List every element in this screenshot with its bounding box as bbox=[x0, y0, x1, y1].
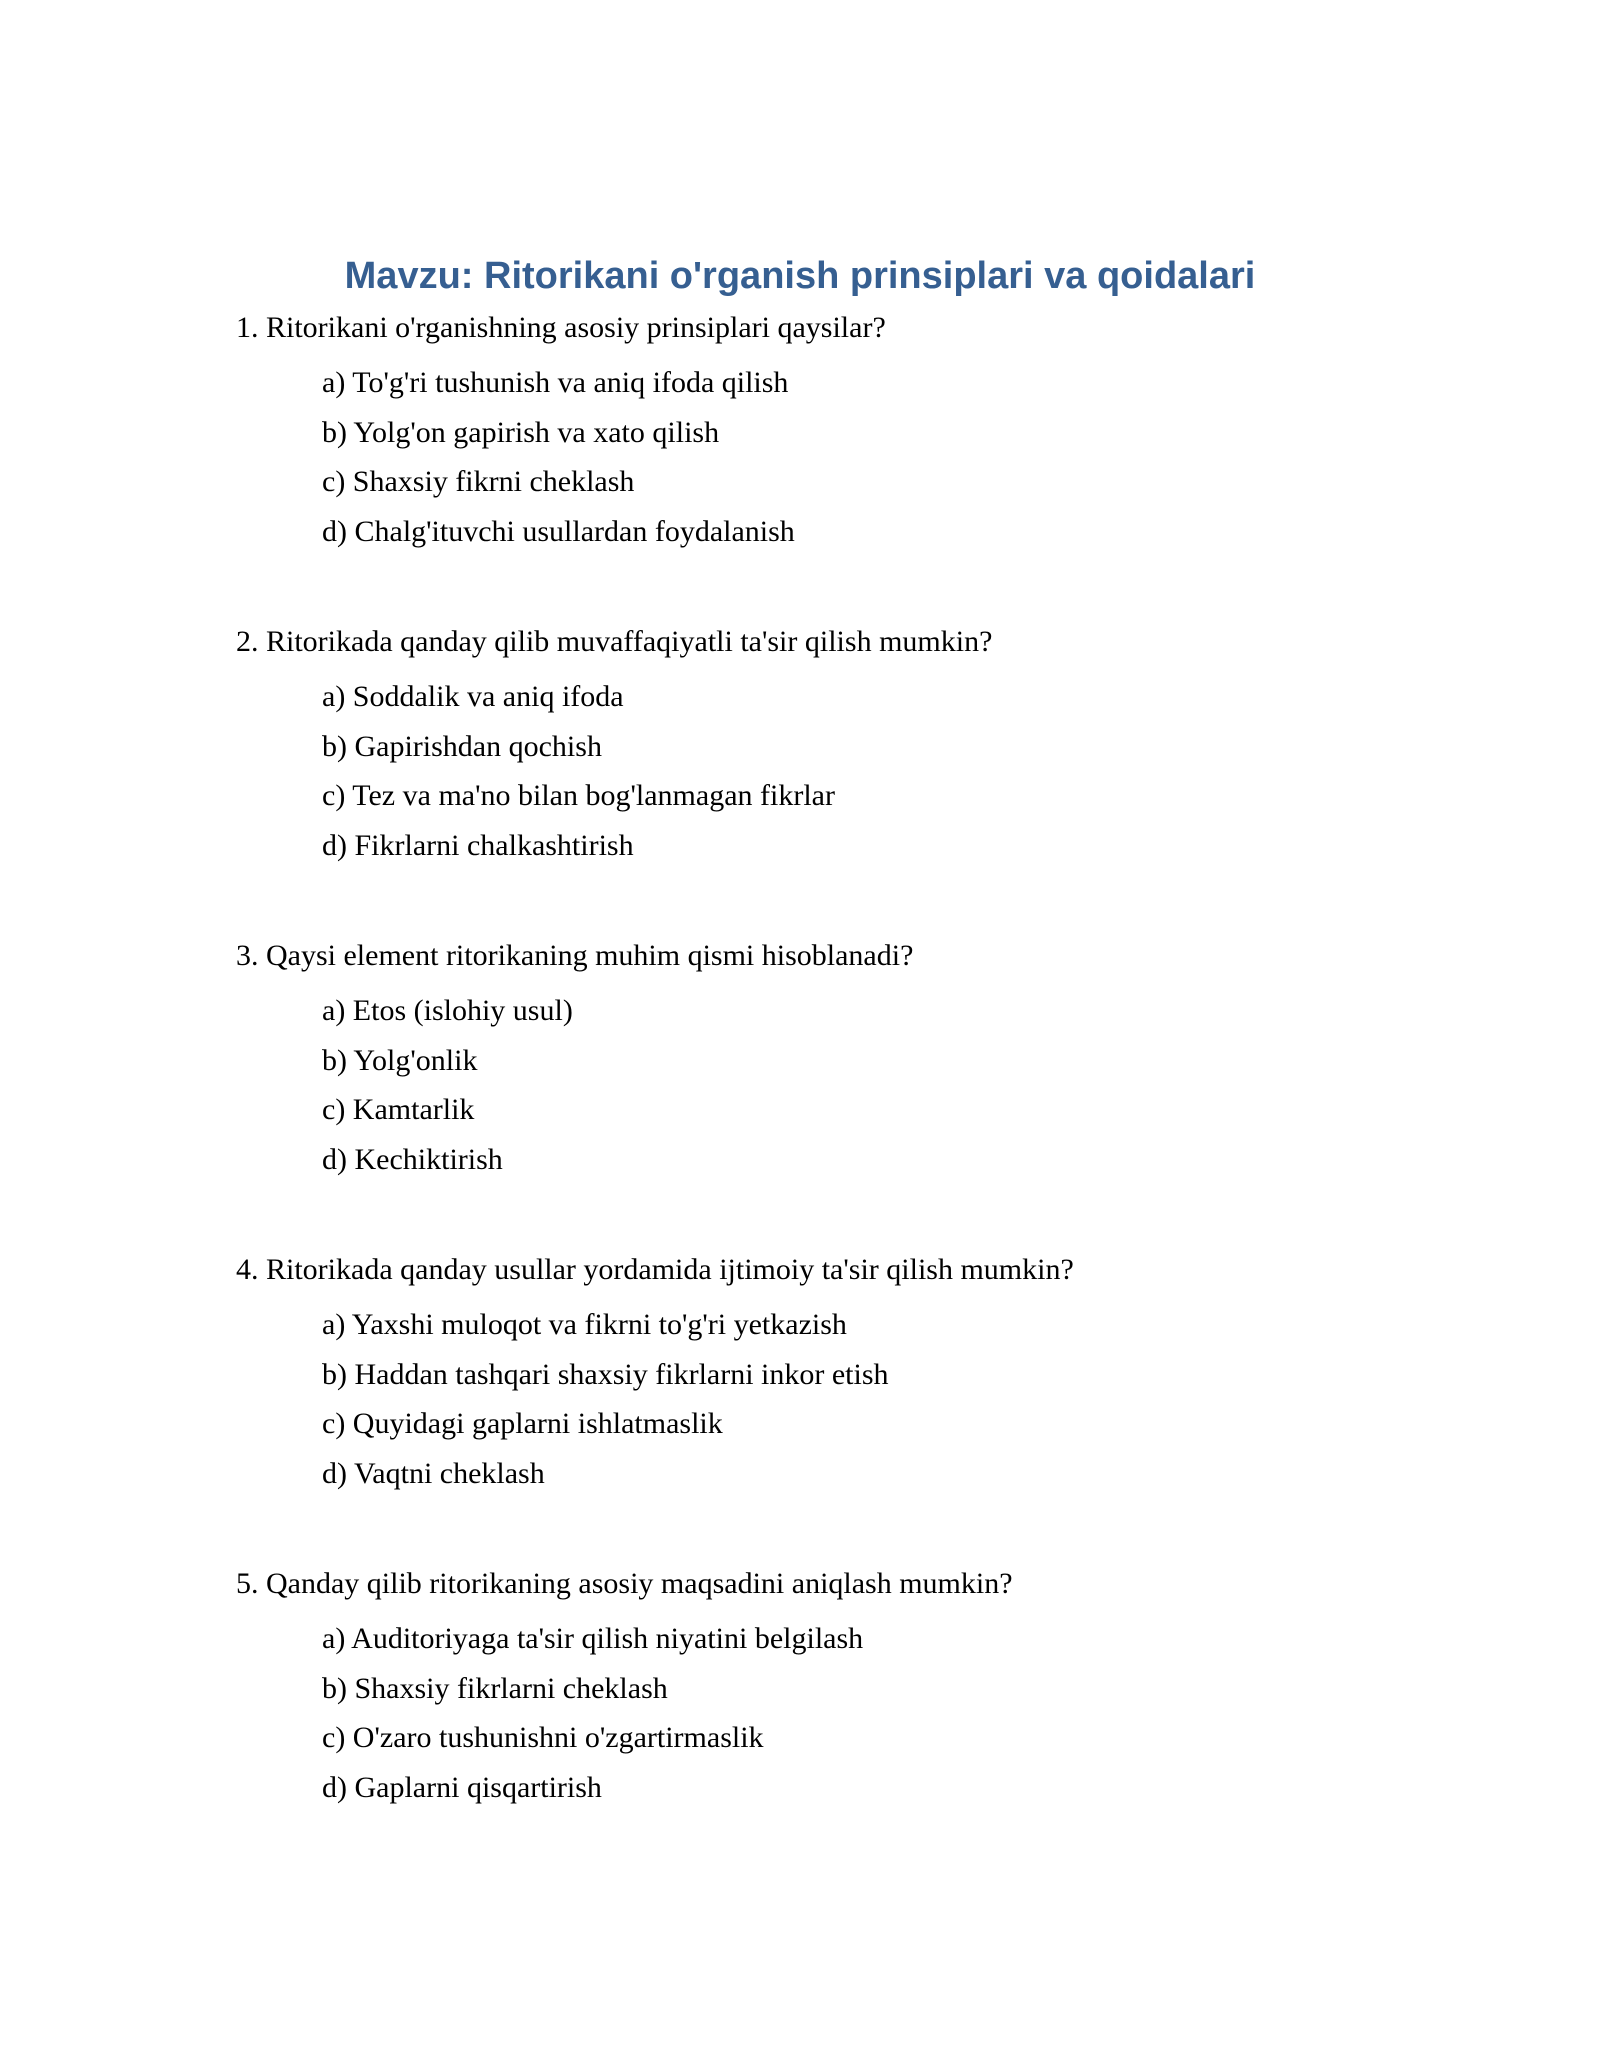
question-2 bbox=[236, 620, 1436, 870]
question-text: 3. Qaysi element ritorikaning muhim qismi hisoblanadi? bbox=[236, 939, 914, 972]
answer-option-c: c) Kamtarlik bbox=[322, 1093, 475, 1126]
question-text: 1. Ritorikani o'rganishning asosiy prinsiplari qaysilar? bbox=[236, 311, 886, 344]
answer-option-a: a) To'g'ri tushunish va aniq ifoda qilish bbox=[322, 366, 789, 399]
answer-options bbox=[236, 1614, 1436, 1812]
answer-option-b: b) Haddan tashqari shaxsiy fikrlarni inkor etish bbox=[322, 1357, 889, 1391]
answer-option-c: c) O'zaro tushunishni o'zgartirmaslik bbox=[322, 1721, 764, 1754]
answer-option-b: b) Gapirishdan qochish bbox=[322, 729, 602, 763]
answer-option-b: b) Yolg'on gapirish va xato qilish bbox=[322, 415, 720, 449]
answer-option-d: d) Gaplarni qisqartirish bbox=[322, 1770, 602, 1804]
question-text: 5. Qanday qilib ritorikaning asosiy maqsadini aniqlash mumkin? bbox=[236, 1567, 1013, 1600]
answer-option-b: b) Yolg'onlik bbox=[322, 1043, 478, 1077]
answer-option-c: c) Shaxsiy fikrni cheklash bbox=[322, 465, 635, 498]
answer-option-d: d) Vaqtni cheklash bbox=[322, 1456, 545, 1490]
answer-option-c: c) Tez va ma'no bilan bog'lanmagan fikrlar bbox=[322, 779, 835, 812]
answer-options bbox=[236, 672, 1436, 870]
answer-option-d: d) Chalg'ituvchi usullardan foydalanish bbox=[322, 514, 795, 548]
answer-options bbox=[236, 358, 1436, 556]
answer-option-d: d) Fikrlarni chalkashtirish bbox=[322, 828, 634, 862]
question-4 bbox=[236, 1248, 1436, 1498]
answer-option-a: a) Yaxshi muloqot va fikrni to'g'ri yetkazish bbox=[322, 1308, 847, 1341]
question-text: 4. Ritorikada qanday usullar yordamida ijtimoiy ta'sir qilish mumkin? bbox=[236, 1253, 1074, 1286]
question-3 bbox=[236, 934, 1436, 1184]
answer-option-a: a) Etos (islohiy usul) bbox=[322, 994, 573, 1027]
answer-option-d: d) Kechiktirish bbox=[322, 1142, 503, 1176]
answer-option-b: b) Shaxsiy fikrlarni cheklash bbox=[322, 1671, 668, 1705]
question-1 bbox=[236, 306, 1436, 556]
answer-options bbox=[236, 1300, 1436, 1498]
question-5 bbox=[236, 1562, 1436, 1812]
document-title: Mavzu: Ritorikani o'rganish prinsiplari va qoidalari bbox=[344, 255, 1256, 297]
answer-option-a: a) Soddalik va aniq ifoda bbox=[322, 680, 624, 713]
answer-option-c: c) Quyidagi gaplarni ishlatmaslik bbox=[322, 1407, 723, 1440]
answer-options bbox=[236, 986, 1436, 1184]
question-text: 2. Ritorikada qanday qilib muvaffaqiyatli ta'sir qilish mumkin? bbox=[236, 625, 993, 658]
answer-option-a: a) Auditoriyaga ta'sir qilish niyatini belgilash bbox=[322, 1622, 864, 1655]
question-list bbox=[236, 306, 1436, 1876]
